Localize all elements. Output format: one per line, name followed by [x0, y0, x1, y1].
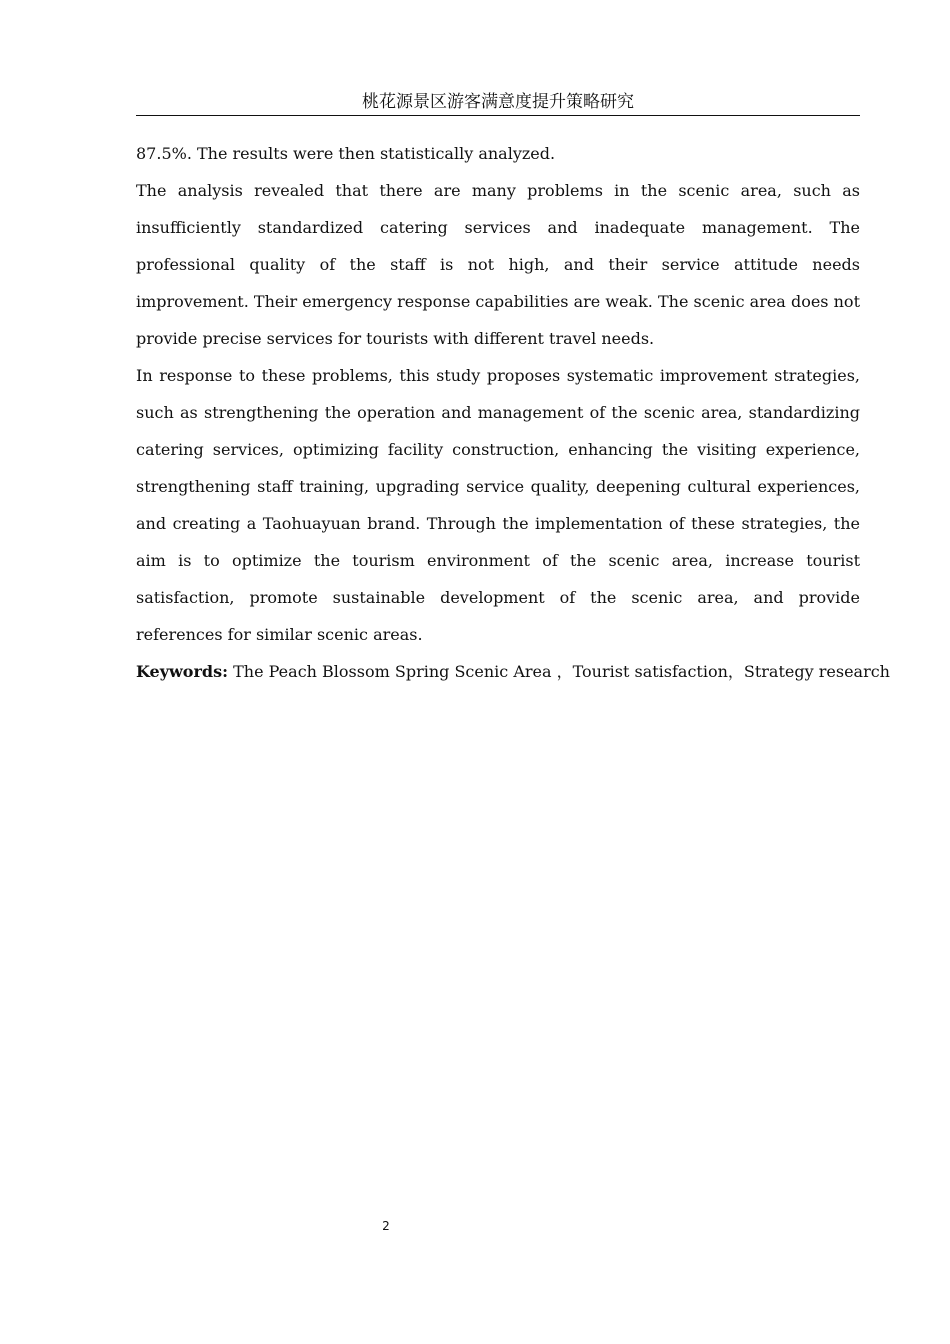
- keywords-line: [136, 653, 890, 690]
- paragraph-2: The analysis revealed that there are many problems in the scenic area, such as insufficiently standardized catering services and inadequate management. The professional quality of the staff is not high, and their service attitude needs improvement. Their emergency response capabilities are weak. The scenic area does not provide precise services for tourists with different travel needs.: [136, 181, 860, 348]
- page-number: 2: [382, 1219, 390, 1233]
- running-header-title: 桃花源景区游客满意度提升策略研究: [136, 90, 860, 116]
- paragraph-1: 87.5%. The results were then statistically analyzed.: [136, 144, 556, 163]
- abstract-body: [136, 135, 890, 690]
- keywords-label: Keywords:: [136, 662, 229, 681]
- keywords-text: The Peach Blossom Spring Scenic Area ，Tourist satisfaction，Strategy research: [228, 662, 890, 681]
- paragraph-3: In response to these problems, this study proposes systematic improvement strategies, such as strengthening the operation and management of the scenic area, standardizing catering services, optimizing facility construction, enhancing the visiting experience, strengthening staff training, upgrading service quality, deepening cultural experiences, and creating a Taohuayuan brand. Through the implementation of these strategies, the aim is to optimize the tourism environment of the scenic area, increase tourist satisfaction, promote sustainable development of the scenic area, and provide references for similar scenic areas.: [136, 366, 860, 644]
